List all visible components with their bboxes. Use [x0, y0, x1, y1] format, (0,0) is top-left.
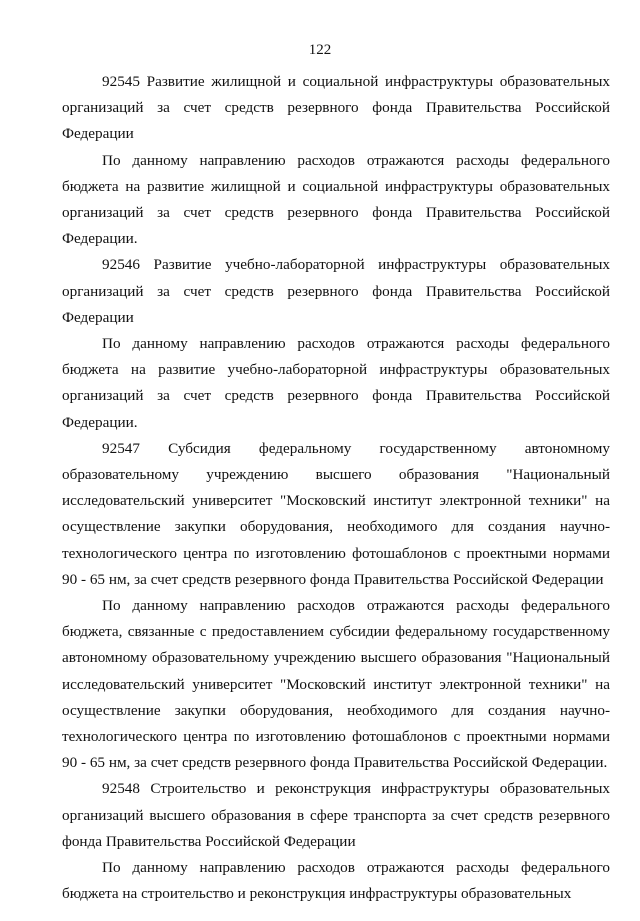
paragraph-92546-title: 92546 Развитие учебно-лабораторной инфраструктуры образовательных организаций за счет средств резервного фонда Правительства Российской Федерации	[62, 256, 610, 326]
paragraph-92547-title: 92547 Субсидия федеральному государственному автономному образовательному учреждению высшего образования "Национальный исследовательский университет "Московский институт электронной техники" на осуществление закупки оборудования, необходимого для создания научно-технологического центра по изготовлению фотошаблонов с проектными нормами 90 - 65 нм, за счет средств резервного фонда Правительства Российской Федерации	[62, 439, 610, 588]
paragraph-92545-description: По данному направлению расходов отражаются расходы федерального бюджета на развитие жилищной и социальной инфраструктуры образовательных организаций за счет средств резервного фонда Правительства Российской Федерации.	[62, 151, 610, 248]
paragraph-92547-description: По данному направлению расходов отражаются расходы федерального бюджета, связанные с предоставлением субсидии федеральному государственному автономному образовательному учреждению высшего образования "Национальный исследовательский университет "Московский институт электронной техники" на осуществление закупки оборудования, необходимого для создания научно-технологического центра по изготовлению фотошаблонов с проектными нормами 90 - 65 нм, за счет средств резервного фонда Правительства Российской Федерации.	[62, 597, 610, 772]
document-body	[62, 69, 610, 908]
paragraph-92546-description: По данному направлению расходов отражаются расходы федерального бюджета на развитие учебно-лабораторной инфраструктуры образовательных организаций за счет средств резервного фонда Правительства Российской Федерации.	[62, 335, 610, 431]
paragraph-92548-title: 92548 Строительство и реконструкция инфраструктуры образовательных организаций высшего образования в сфере транспорта за счет средств резервного фонда Правительства Российской Федерации	[62, 780, 610, 850]
page-number: 122	[308, 42, 332, 58]
paragraph-92548-description: По данному направлению расходов отражаются расходы федерального бюджета на строительство и реконструкция инфраструктуры образовательных	[62, 859, 610, 903]
paragraph-92545-title: 92545 Развитие жилищной и социальной инфраструктуры образовательных организаций за счет средств резервного фонда Правительства Российской Федерации	[62, 73, 610, 143]
